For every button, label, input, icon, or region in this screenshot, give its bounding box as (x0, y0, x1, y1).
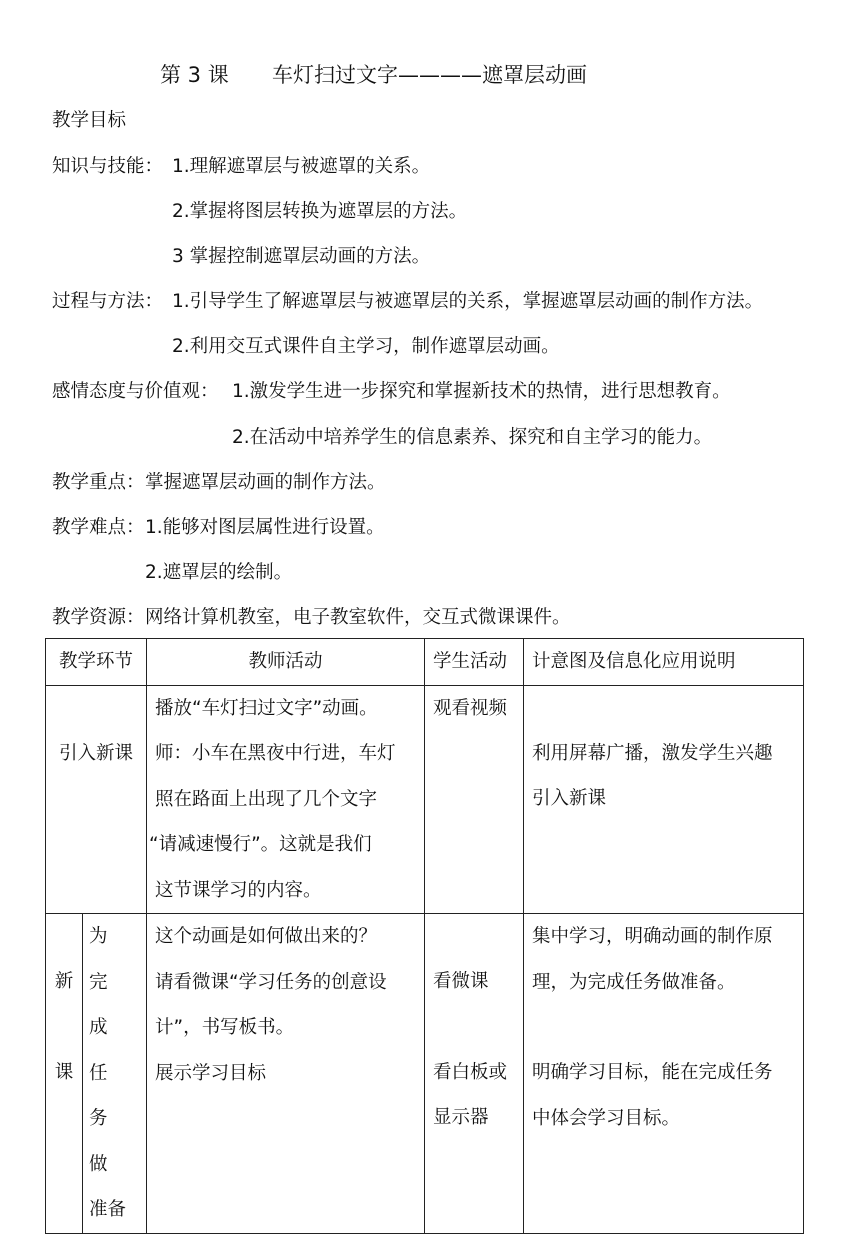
table-row (46, 914, 804, 1234)
teacher-activity-line: 这个动画是如何做出来的？ (155, 926, 378, 947)
design-intent-cell (524, 914, 804, 1234)
lesson-title: 车灯扫过文字————遮罩层动画 (272, 63, 587, 87)
teacher-activity-cell (147, 914, 425, 1234)
key-point-text: 掌握遮罩层动画的制作方法。 (145, 472, 386, 493)
stage-new-lesson (46, 914, 83, 1234)
header-teacher-activity: 教师活动 (147, 639, 425, 686)
sub-stage-cell (83, 914, 147, 1234)
design-intent-line: 理，为完成任务做准备。 (532, 971, 736, 993)
teacher-activity-line: 展示学习目标 (155, 1062, 267, 1084)
knowledge-item: 1.理解遮罩层与被遮罩的关系。 (172, 156, 431, 177)
knowledge-label: 知识与技能： (52, 156, 164, 177)
teacher-activity-line: 师：小车在黑夜中行进，车灯 (155, 743, 396, 764)
stage-char: 新 (54, 971, 74, 992)
student-activity-line: 看微课 (433, 971, 489, 992)
teacher-activity-line: 这节课学习的内容。 (155, 879, 322, 901)
knowledge-item: 2.掌握将图层转换为遮罩层的方法。 (172, 201, 468, 222)
attitude-label: 感情态度与价值观： (52, 381, 219, 402)
process-item: 1.引导学生了解遮罩层与被遮罩层的关系，掌握遮罩层动画的制作方法。 (172, 291, 764, 312)
difficulty-label: 教学难点： (52, 517, 145, 538)
header-stage: 教学环节 (46, 639, 147, 686)
design-intent-line: 利用屏幕广播，激发学生兴趣 (532, 742, 773, 764)
teacher-activity-line: 请看微课“学习任务的创意设 (155, 971, 387, 993)
student-activity-line: 显示器 (433, 1107, 489, 1128)
knowledge-item: 3 掌握控制遮罩层动画的方法。 (172, 246, 431, 267)
process-item: 2.利用交互式课件自主学习，制作遮罩层动画。 (172, 336, 560, 357)
sub-stage-line: 准备 (89, 1199, 127, 1220)
sub-stage-line: 务做 (89, 1108, 116, 1175)
design-intent-cell (524, 685, 804, 914)
process-label: 过程与方法： (52, 291, 164, 312)
teacher-activity-line: 照在路面上出现了几个文字 (155, 788, 378, 810)
resources-label: 教学资源： (52, 607, 145, 628)
design-intent-line: 明确学习目标，能在完成任务 (532, 1062, 773, 1083)
teacher-activity-line: 计”，书写板书。 (155, 1017, 295, 1038)
lesson-plan-table (45, 638, 804, 1234)
attitude-item: 1.激发学生进一步探究和掌握新技术的热情，进行思想教育。 (232, 381, 731, 402)
resources-text: 网络计算机教室，电子教室软件，交互式微课课件。 (145, 607, 571, 628)
header-design-intent: 计意图及信息化应用说明 (524, 639, 804, 686)
objectives-heading: 教学目标 (52, 110, 127, 131)
design-intent-line: 集中学习，明确动画的制作原 (532, 926, 773, 947)
teacher-activity-cell (147, 685, 425, 914)
stage-char: 课 (54, 1061, 74, 1083)
student-activity-cell: 观看视频 (425, 685, 524, 914)
table-header-row (46, 639, 804, 686)
attitude-item: 2.在活动中培养学生的信息素养、探究和自主学习的能力。 (232, 427, 713, 448)
design-intent-line: 中体会学习目标。 (532, 1107, 681, 1129)
table-row (46, 685, 804, 914)
key-point-label: 教学重点： (52, 472, 145, 493)
student-activity-cell (425, 914, 524, 1234)
sub-stage-line: 成任 (89, 1017, 116, 1084)
difficulty-item: 2.遮罩层的绘制。 (145, 562, 293, 583)
header-student-activity: 学生活动 (425, 639, 524, 686)
student-activity-line: 看白板或 (433, 1061, 508, 1083)
difficulty-item: 1.能够对图层属性进行设置。 (145, 517, 385, 538)
teacher-activity-line: 播放“车灯扫过文字”动画。 (155, 697, 378, 719)
lesson-number: 第 3 课 (160, 63, 229, 87)
sub-stage-line: 为完 (89, 926, 116, 993)
stage-intro: 引入新课 (46, 685, 147, 914)
teacher-activity-line: “请减速慢行”。这就是我们 (149, 834, 372, 855)
design-intent-line: 引入新课 (532, 788, 607, 809)
